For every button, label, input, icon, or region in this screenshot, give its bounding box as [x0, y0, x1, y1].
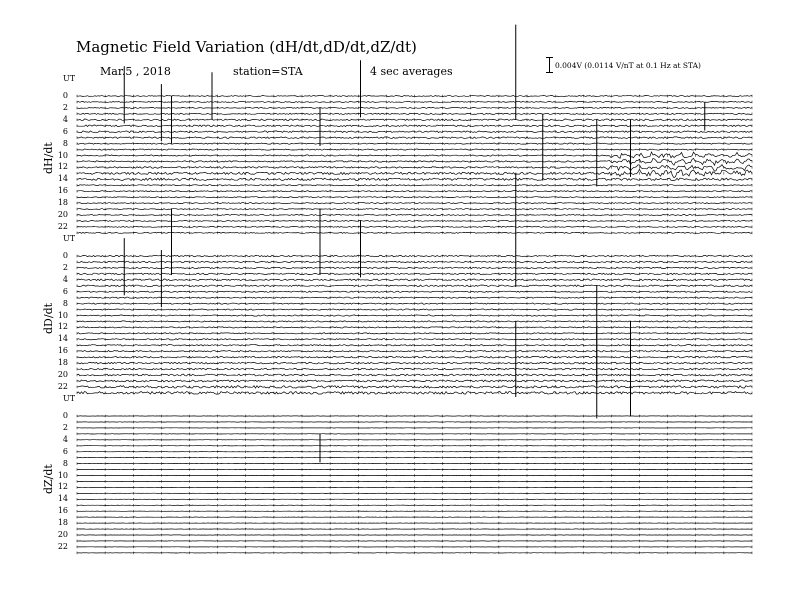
hour-tick-label: 2	[62, 262, 68, 272]
chart-title: Magnetic Field Variation (dH/dt,dD/dt,dZ/dt)	[76, 38, 417, 56]
hour-tick-label: 6	[62, 126, 68, 136]
hour-tick-label: 2	[62, 102, 68, 112]
hour-tick-label: 8	[62, 458, 68, 468]
date-label: Mar.5 , 2018	[100, 65, 171, 78]
hour-tick-label: 18	[57, 358, 68, 368]
hour-tick-label: 14	[57, 494, 68, 504]
averaging-label: 4 sec averages	[370, 65, 453, 78]
y-axis-label-2: dZ/dt	[42, 464, 55, 494]
hour-tick-label: 2	[62, 422, 68, 432]
hour-tick-label: 16	[57, 186, 68, 196]
station-label: station=STA	[233, 65, 303, 78]
hour-tick-label: 8	[62, 138, 68, 148]
hour-tick-label: 20	[57, 370, 68, 379]
hour-tick-label: 18	[57, 198, 68, 208]
hour-tick-label: 8	[62, 298, 68, 308]
hour-tick-label: 10	[57, 150, 68, 160]
hour-tick-label: 16	[57, 346, 68, 356]
scale-label: 0.004V (0.0114 V/nT at 0.1 Hz at STA)	[555, 61, 701, 70]
hour-tick-label: 22	[57, 221, 68, 231]
hour-tick-label: 14	[57, 174, 68, 184]
hour-tick-label: 4	[62, 274, 68, 284]
y-axis-label-0: dH/dt	[42, 142, 55, 174]
hour-tick-label: 10	[57, 310, 68, 320]
hour-tick-label: 22	[57, 541, 68, 551]
hour-tick-label: 4	[62, 434, 68, 444]
hour-tick-label: 18	[57, 518, 68, 528]
hour-tick-label: 12	[57, 482, 68, 492]
y-axis-label-1: dD/dt	[42, 302, 55, 334]
hour-tick-label: 10	[57, 470, 68, 480]
hour-tick-label: 4	[62, 114, 68, 124]
hour-tick-label: 6	[62, 286, 68, 296]
hour-tick-label: 0	[62, 91, 68, 100]
hour-tick-label: 14	[57, 334, 68, 344]
ut-label: UT	[63, 74, 76, 83]
hour-tick-label: 20	[57, 530, 68, 539]
hour-tick-label: 22	[57, 381, 68, 391]
hour-tick-label: 6	[62, 446, 68, 456]
ut-label: UT	[63, 394, 76, 403]
hour-tick-label: 20	[57, 210, 68, 219]
hour-tick-label: 12	[57, 322, 68, 332]
hour-tick-label: 0	[62, 251, 68, 260]
hour-tick-label: 12	[57, 162, 68, 172]
ut-label: UT	[63, 234, 76, 243]
hour-tick-label: 16	[57, 506, 68, 516]
hour-tick-label: 0	[62, 411, 68, 420]
